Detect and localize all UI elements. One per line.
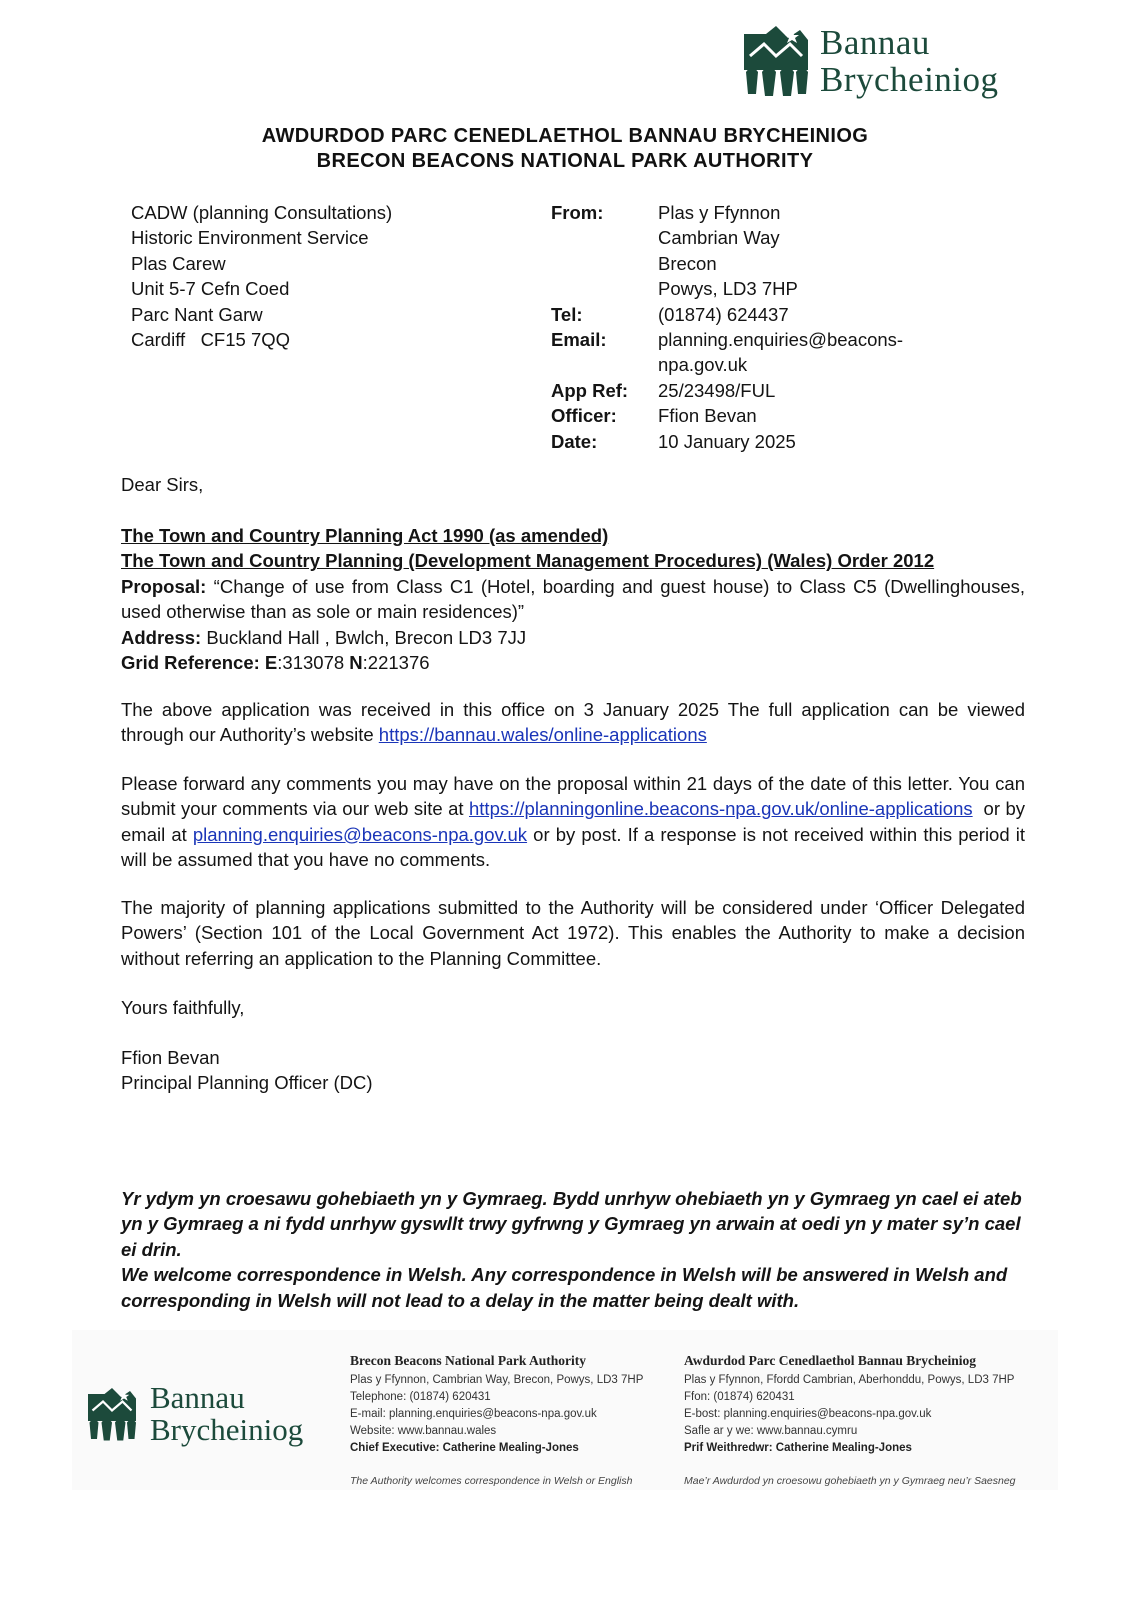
tel-label: Tel: [551,303,583,325]
recipient-line: Plas Carew [131,252,226,274]
date-value: 10 January 2025 [658,430,796,452]
title-welsh: AWDURDOD PARC CENEDLAETHOL BANNAU BRYCHEINIOG [261,125,869,147]
logo-line-1: Bannau [820,23,930,62]
proposal-line [121,574,1025,625]
heading-order: The Town and Country Planning (Development Management Procedures) (Wales) Order 2012 [121,550,935,572]
title-english: BRECON BEACONS NATIONAL PARK AUTHORITY [316,150,814,172]
footer-en-note: The Authority welcomes correspondence in Welsh or English [350,1475,633,1487]
from-line: Cambrian Way [658,227,780,249]
signatory-position: Principal Planning Officer (DC) [121,1072,373,1094]
from-label: From: [551,202,604,223]
tel-value: (01874) 624437 [658,303,789,325]
recipient-address [131,200,392,352]
footer-en-phone: Telephone: (01874) 620431 [350,1391,491,1403]
paragraph-comments [121,771,1031,873]
header-logo [744,24,1044,102]
salutation: Dear Sirs, [121,474,204,495]
from-line: Plas y Ffynnon [658,202,781,223]
welsh-statement-cy: Yr ydym yn croesawu gohebiaeth yn y Gymraeg. Bydd unrhyw ohebiaeth yn y Gymraeg yn cael ei ateb yn y Gymraeg a ni fydd unrhyw gyswllt trwy gyfrwng y Gymraeg yn arwain at oedi yn y mater sy’n cael ei drin. [121,1188,1022,1260]
footer-cy-note: Mae’r Awdurdod yn croesowu gohebiaeth yn y Gymraeg neu’r Saesneg [684,1475,1016,1487]
park-emblem-icon [88,1386,136,1444]
proposal-label: Proposal: [121,575,207,597]
email-label: Email: [551,329,607,351]
appref-label: App Ref: [551,379,629,401]
closing: Yours faithfully, [121,997,245,1018]
grid-n-value: :221376 [362,652,430,674]
grid-label: Grid Reference: [121,652,260,674]
sender-details [551,200,918,454]
planning-online-link[interactable]: https://planningonline.beacons-npa.gov.uk/online-applications [469,798,973,820]
grid-reference-line [121,650,1025,675]
recipient-line: CADW (planning Consultations) [131,202,393,223]
email-line-2: npa.gov.uk [658,354,748,376]
address-line [121,625,1025,650]
grid-n-label: N [349,652,363,674]
heading-act: The Town and Country Planning Act 1990 (as amended) [121,525,609,546]
letterhead-footer [72,1330,1058,1490]
footer-logo-line-2: Brycheiniog [150,1412,304,1447]
paragraph-comments-text-b: or by email at [121,798,1031,845]
address-text: Buckland Hall , Bwlch, Brecon LD3 7JJ [201,626,527,648]
recipient-line: Cardiff CF15 7QQ [131,329,291,351]
grid-e-value: :313078 [277,652,350,674]
footer-en-website: Website: www.bannau.wales [350,1425,497,1437]
footer-welsh-column [684,1352,1044,1490]
date-label: Date: [551,430,598,452]
paragraph-received [121,697,1025,748]
from-line: Powys, LD3 7HP [658,278,798,300]
footer-logo-line-1: Bannau [150,1380,245,1415]
logo-line-2: Brycheiniog [820,60,999,99]
from-line: Brecon [658,252,717,274]
recipient-line: Unit 5-7 Cefn Coed [131,278,290,300]
recipient-line: Parc Nant Garw [131,303,263,325]
paragraph-comments-text-c: or by post. If a response is not received within this period it will be assumed that you have no comments. [121,823,1025,871]
recipient-line: Historic Environment Service [131,227,369,249]
signatory-name: Ffion Bevan [121,1047,220,1068]
footer-cy-heading: Awdurdod Parc Cenedlaethol Bannau Brycheiniog [684,1353,977,1368]
footer-en-heading: Brecon Beacons National Park Authority [350,1353,586,1368]
welsh-statement-en: We welcome correspondence in Welsh. Any correspondence in Welsh will be answered in Welsh and corresponding in Welsh will not lead to a delay in the matter being dealt with. [121,1264,1008,1311]
proposal-text: “Change of use from Class C1 (Hotel, boarding and guest house) to Class C5 (Dwellinghouses, used otherwise than as sole or main residences)” [121,575,1025,623]
officer-value: Ffion Bevan [658,405,757,427]
grid-e-label: E [259,652,278,674]
online-applications-link[interactable]: https://bannau.wales/online-applications [378,724,707,746]
officer-label: Officer: [551,405,617,427]
appref-value: 25/23498/FUL [658,379,776,401]
welsh-language-statement [121,1186,1025,1313]
footer-en-email: E-mail: planning.enquiries@beacons-npa.gov.uk [350,1408,597,1420]
footer-cy-ceo: Prif Weithredwr: Catherine Mealing-Jones [684,1442,912,1454]
paragraph-delegated-powers: The majority of planning applications submitted to the Authority will be considered under ‘Officer Delegated Powers’ (Section 101 of the Local Government Act 1972). This enables the Authority to make a decision without referring an application to the Planning Committee. [121,897,1025,969]
signature-block [121,1045,1025,1096]
footer-english-column [350,1352,670,1490]
footer-cy-website: Safle ar y we: www.bannau.cymru [684,1425,858,1437]
address-label: Address: [121,626,202,648]
legislation-block [121,523,1025,675]
email-value[interactable] [658,327,918,378]
footer-en-ceo: Chief Executive: Catherine Mealing-Jones [350,1442,579,1454]
footer-cy-email: E-bost: planning.enquiries@beacons-npa.gov.uk [684,1408,932,1420]
planning-email-link[interactable]: planning.enquiries@beacons-npa.gov.uk [192,823,528,845]
paragraph-received-text: The above application was received in this office on 3 January 2025 The full application can be viewed through our Authority’s website [121,699,1025,746]
park-emblem-icon [744,26,808,98]
email-line-1: planning.enquiries@beacons- [658,329,904,351]
footer-cy-phone: Ffon: (01874) 620431 [684,1391,795,1403]
footer-wordmark [150,1382,303,1446]
paragraph-comments-text-a: Please forward any comments you may have on the proposal within 21 days of the date of this letter. You can submit your comments via our web site at [121,773,1025,820]
from-address [658,200,918,302]
footer-en-address: Plas y Ffynnon, Cambrian Way, Brecon, Powys, LD3 7HP [350,1374,644,1386]
footer-cy-address: Plas y Ffynnon, Ffordd Cambrian, Aberhonddu, Powys, LD3 7HP [684,1374,1015,1386]
